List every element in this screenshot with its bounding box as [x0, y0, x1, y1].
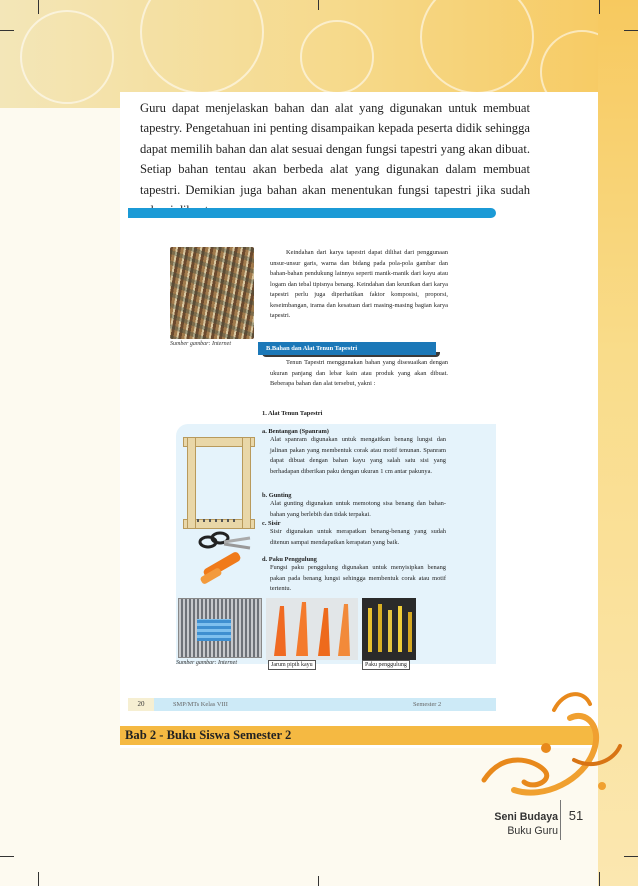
tool-text: Fungsi paku penggulung digunakan untuk menyisipkan benang pakan pada benang lungsi sehingga membentuk corak atau motif tertentu.	[270, 564, 446, 592]
page-number: 51	[568, 808, 584, 823]
book-title	[494, 810, 558, 838]
needle-label: Jarum pipih kayu	[268, 660, 316, 670]
source-caption: Sumber gambar: Internet	[176, 660, 237, 666]
crop-mark	[318, 876, 319, 886]
wooden-needle-photo	[266, 598, 358, 660]
tool-text: Alat gunting digunakan untuk memotong sisa benang dan bahan-bahan yang berlebih dan tidak terpakai.	[270, 500, 446, 518]
tool-heading: c. Sisir	[262, 520, 281, 527]
tool-text: Sisir digunakan untuk merapatkan benang-benang yang sudah ditenun sampai mendapatkan kerapatan yang baik.	[270, 528, 446, 546]
hook-label: Paku penggulung	[362, 660, 410, 670]
tool-item	[262, 556, 452, 595]
crop-mark	[624, 30, 638, 31]
crop-mark	[38, 0, 39, 14]
crop-mark	[38, 872, 39, 886]
crop-mark	[599, 872, 600, 886]
chapter-bar: Bab 2 - Buku Siswa Semester 2	[120, 726, 596, 745]
spanram-photo	[183, 437, 253, 527]
page-number-divider	[560, 800, 561, 840]
scissors-comb-photo	[194, 530, 254, 586]
embedded-footer-class: SMP/MTs Kelas VIII	[173, 701, 228, 708]
tool-item	[262, 428, 452, 477]
book-title-subject: Seni Budaya	[494, 811, 558, 823]
crop-mark	[599, 0, 600, 14]
subsection-title: 1. Alat Tenun Tapestri	[262, 410, 323, 417]
tapestry-description: Keindahan dari karya tapestri dapat dilihat dari penggunaan unsur-unsur garis, warna dan bidang pada pola-pola gambar dan bahan-bahan pendukung lainnya seperti manik-manik dari kayu atau logam dan tebal tipisnya benang. Keindahan dan keunikan dari karya tapestri perlu juga diperhatikan faktor komposisi, proporsi, keseimbangan, irama dan kesatuan dari masing-masing bagian karya tapestri.	[270, 249, 448, 319]
accent-bar	[128, 208, 496, 218]
ornament-graphic	[474, 690, 624, 810]
source-caption: Sumber gambar: Internet	[170, 341, 231, 347]
hook-tool-photo	[362, 598, 416, 660]
loom-photo	[178, 598, 262, 658]
tool-heading: a. Bentangan (Spanram)	[262, 428, 329, 435]
embedded-page-number: 20	[128, 698, 154, 711]
crop-mark	[0, 856, 14, 857]
embedded-footer-semester: Semester 2	[413, 701, 442, 708]
tapestry-photo	[170, 247, 254, 339]
crop-mark	[0, 30, 14, 31]
intro-paragraph: Guru dapat menjelaskan bahan dan alat yang digunakan untuk membuat tapestry. Pengetahuan ini penting disampaikan kepada peserta didik sehingga dapat memilih bahan dan alat sesuai dengan fungsi tapestri yang akan dibuat. Setiap bahan tentau akan berbeda alat yang digunakan dalam membuat tapestri. Demikian juga bahan akan menentukan fungsi tapestri jika sudah	[140, 101, 530, 197]
tool-heading: d. Paku Penggulung	[262, 556, 317, 563]
section-title: B.Bahan dan Alat Tenun Tapestri	[258, 342, 436, 355]
tool-heading: b. Gunting	[262, 492, 292, 499]
crop-mark	[318, 0, 319, 10]
tool-item	[262, 520, 452, 548]
section-paragraph: Tenun Tapestri menggunakan bahan yang disesuaikan dengan ukuran panjang dan lebar kain atau produk yang akan dibuat. Beberapa bahan dan alat tersebut, yakni :	[270, 359, 448, 387]
tool-text: Alat spanram digunakan untuk mengaitkan benang lungsi dan jalinan pakan yang membentuk corak atau motif tenunan. Spanram dapat dibuat dengan bahan kayu yang salah satu sisi yang berhadapan diberikan paku dengan ukuran 1 cm antar pakunya.	[270, 436, 446, 475]
book-title-type: Buku Guru	[507, 825, 558, 837]
tool-item	[262, 492, 452, 520]
crop-mark	[624, 856, 638, 857]
